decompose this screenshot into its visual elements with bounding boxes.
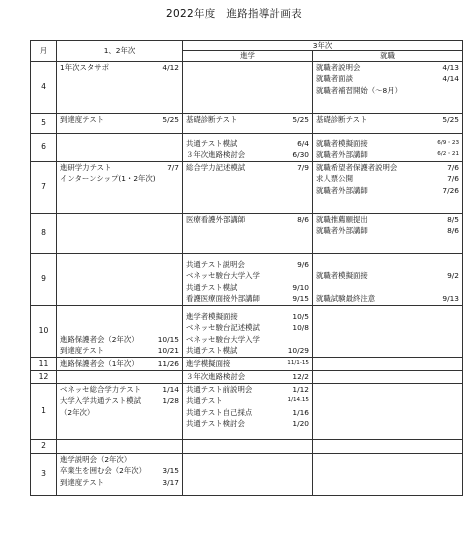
entry-label: 就職推薦願提出: [316, 214, 368, 224]
year12-cell: [57, 61, 183, 113]
entry: [183, 162, 312, 174]
entry-date: 10/21: [157, 346, 179, 356]
entry-label: 就職者外部講師: [316, 150, 368, 160]
shushoku-cell: [313, 213, 463, 253]
entry-date: 1/14.15: [287, 397, 309, 404]
entry-date: 1/14: [162, 384, 179, 394]
entry: [313, 138, 462, 150]
entry: [313, 185, 462, 197]
entry: [183, 311, 312, 323]
entry-label: 総合学力記述模試: [186, 162, 246, 172]
shushoku-cell: [313, 357, 463, 370]
entry: [183, 358, 312, 370]
entry: [183, 259, 312, 271]
header-year12: 1、2年次: [57, 41, 183, 62]
entry: [183, 138, 312, 150]
entry-date: 6/4: [297, 138, 309, 148]
month-cell: 6: [31, 133, 57, 161]
month-row: [31, 357, 463, 370]
year12-cell: [57, 453, 183, 495]
shingaku-cell: [183, 213, 313, 253]
entry-label: 大学入学共通テスト模試: [60, 396, 142, 406]
entry-date: 4/14: [442, 74, 460, 84]
entry-label: 看護医療面接外部講師: [186, 294, 260, 304]
entry: [57, 345, 182, 357]
entry-label: 進路保護者会（1年次）: [60, 358, 139, 368]
entry-label: 卒業生を囲む会（2年次）: [60, 466, 147, 476]
entry-date: 7/6: [447, 162, 460, 172]
shingaku-cell: [183, 113, 313, 133]
year12-cell: [57, 305, 183, 357]
header-shingaku: 進学: [183, 51, 313, 61]
entry-date: 1/12: [292, 384, 309, 394]
header-year3: 3年次: [183, 41, 463, 51]
year12-cell: [57, 133, 183, 161]
entry-label: ３年次進路検討会: [186, 371, 246, 381]
entry-label: 就職者模擬面接: [316, 138, 368, 148]
shingaku-cell: [183, 305, 313, 357]
entry: [57, 395, 182, 407]
month-cell: 11: [31, 357, 57, 370]
shingaku-cell: [183, 453, 313, 495]
shushoku-cell: [313, 439, 463, 453]
entry: [313, 162, 462, 174]
entry-date: 10/29: [287, 346, 309, 356]
entry-label: 共通テスト模試: [186, 138, 238, 148]
entry: [313, 62, 462, 74]
entry-date: 9/13: [442, 294, 460, 304]
entry: [57, 162, 182, 174]
month-row: [31, 113, 463, 133]
entry-date: 9/15: [292, 294, 309, 304]
entry: [183, 384, 312, 396]
entry-label: 進学者模擬面接: [186, 311, 238, 321]
entry-label: 共通テスト: [186, 396, 223, 406]
entry-label: ３年次進路検討会: [186, 150, 246, 160]
entry-date: 4/13: [442, 62, 460, 72]
month-row: [31, 213, 463, 253]
entry-label: インターンシップ(1・2年次): [60, 174, 156, 184]
entry: [183, 407, 312, 419]
entry-label: 共通テスト前説明会: [186, 384, 253, 394]
shushoku-cell: [313, 161, 463, 213]
year12-cell: [57, 113, 183, 133]
entry-label: 基礎診断テスト: [316, 114, 368, 124]
entry-label: 求人票公開: [316, 174, 353, 184]
entry-label: 共通テスト説明会: [186, 259, 245, 269]
entry: [57, 465, 182, 477]
entry-date: 1/28: [162, 396, 179, 406]
month-cell: 1: [31, 383, 57, 439]
entry: [183, 371, 312, 383]
entry: [183, 418, 312, 430]
shingaku-cell: [183, 133, 313, 161]
entry-date: 10/15: [157, 334, 179, 344]
entry-label: 進路保護者会（2年次）: [60, 334, 139, 344]
entry-date: 1/16: [292, 407, 309, 417]
month-row: [31, 61, 463, 113]
month-cell: 9: [31, 253, 57, 305]
header-month: 月: [31, 41, 57, 62]
entry-date: 11/1-15: [287, 359, 309, 366]
entry-date: 10/8: [292, 323, 309, 333]
entry-label: 医療看護外部講師: [186, 214, 246, 224]
entry-label: 就職試験最終注意: [316, 294, 376, 304]
shushoku-cell: [313, 133, 463, 161]
entry: [313, 225, 462, 237]
entry-label: ベネッセ駿台大学入学: [186, 334, 260, 344]
month-cell: 5: [31, 113, 57, 133]
entry: [183, 282, 312, 294]
entry-date: 7/7: [167, 162, 179, 172]
entry-label: （2年次）: [60, 407, 95, 417]
shushoku-cell: [313, 383, 463, 439]
month-row: [31, 305, 463, 357]
shingaku-cell: [183, 357, 313, 370]
shingaku-cell: [183, 161, 313, 213]
shingaku-cell: [183, 61, 313, 113]
entry-label: 基礎診断テスト: [186, 114, 238, 124]
entry-date: 7/26: [442, 185, 460, 195]
entry-date: 7/6: [447, 174, 460, 184]
entry-date: 6/2・21: [437, 151, 460, 158]
entry: [313, 282, 462, 294]
entry: [313, 149, 462, 161]
year12-cell: [57, 161, 183, 213]
entry: [183, 322, 312, 334]
entry-label: 就職希望者保護者説明会: [316, 162, 398, 172]
entry: [183, 214, 312, 226]
entry-label: 就職者補習開始（～8月）: [316, 85, 403, 95]
year12-cell: [57, 253, 183, 305]
entry-date: 10/5: [292, 311, 309, 321]
shingaku-cell: [183, 253, 313, 305]
entry-label: ベネッセ駿台大学入学: [186, 271, 260, 281]
month-row: [31, 133, 463, 161]
year12-cell: [57, 370, 183, 383]
month-row: [31, 161, 463, 213]
shushoku-cell: [313, 113, 463, 133]
year12-cell: [57, 439, 183, 453]
entry-date: 8/6: [447, 226, 460, 236]
entry-date: 1/20: [292, 419, 309, 429]
entry: [57, 477, 182, 489]
shushoku-cell: [313, 253, 463, 305]
entry: [57, 334, 182, 346]
entry: [183, 270, 312, 282]
month-row: [31, 439, 463, 453]
entry-label: 共通テスト検討会: [186, 419, 245, 429]
entry-label: 到達度テスト: [60, 114, 105, 124]
entry: [57, 173, 182, 185]
entry: [183, 345, 312, 357]
entry: [57, 114, 182, 126]
entry-date: 3/15: [162, 466, 179, 476]
entry-label: 進研学力テスト: [60, 162, 112, 172]
entry: [313, 114, 462, 126]
entry-date: 12/2: [292, 371, 309, 381]
entry-label: 就職者面談: [316, 74, 353, 84]
month-cell: 10: [31, 305, 57, 357]
entry: [57, 62, 182, 74]
entry-label: ベネッセ総合学力テスト: [60, 384, 142, 394]
entry: [313, 173, 462, 185]
entry-label: 到達度テスト: [60, 477, 105, 487]
entry-date: 6/30: [292, 150, 309, 160]
entry-label: 就職者模擬面接: [316, 271, 368, 281]
entry-label: 共通テスト自己採点: [186, 407, 253, 417]
entry-date: 9/10: [292, 282, 309, 292]
shingaku-cell: [183, 370, 313, 383]
entry-date: 11/26: [157, 358, 179, 368]
entry: [57, 358, 182, 370]
entry: [183, 149, 312, 161]
month-cell: 12: [31, 370, 57, 383]
entry-date: 9/2: [447, 271, 460, 281]
entry: [313, 293, 462, 305]
shingaku-cell: [183, 383, 313, 439]
entry-date: 9/6: [297, 259, 309, 269]
entry-label: 1年次スタサポ: [60, 62, 110, 72]
entry-label: 到達度テスト: [60, 346, 105, 356]
entry: [183, 395, 312, 407]
entry: [313, 214, 462, 226]
entry: [57, 407, 182, 419]
entry-label: ベネッセ駿台記述模試: [186, 323, 260, 333]
entry-date: 7/9: [297, 162, 309, 172]
entry-date: 3/17: [162, 477, 179, 487]
shushoku-cell: [313, 305, 463, 357]
year12-cell: [57, 383, 183, 439]
entry-label: 就職者外部講師: [316, 226, 368, 236]
year12-cell: [57, 357, 183, 370]
plan-table: [30, 40, 463, 496]
page-title: 2022年度 進路指導計画表: [166, 8, 302, 20]
shushoku-cell: [313, 453, 463, 495]
month-cell: 2: [31, 439, 57, 453]
month-row: [31, 453, 463, 495]
month-cell: 3: [31, 453, 57, 495]
entry: [183, 334, 312, 346]
entry: [313, 270, 462, 282]
month-cell: 7: [31, 161, 57, 213]
entry-date: 8/5: [447, 214, 460, 224]
entry-label: 就職者外部講師: [316, 185, 368, 195]
entry-date: 5/25: [292, 114, 309, 124]
month-row: [31, 383, 463, 439]
entry: [57, 454, 182, 466]
entry: [183, 293, 312, 305]
entry: [313, 85, 462, 97]
header-shushoku: 就職: [313, 51, 463, 61]
shushoku-cell: [313, 61, 463, 113]
shingaku-cell: [183, 439, 313, 453]
entry-date: 4/12: [162, 62, 179, 72]
entry-label: 進学説明会（2年次）: [60, 454, 132, 464]
month-cell: 4: [31, 61, 57, 113]
entry-label: 共通テスト模試: [186, 346, 238, 356]
entry-date: 5/25: [162, 114, 179, 124]
year12-cell: [57, 213, 183, 253]
shushoku-cell: [313, 370, 463, 383]
entry-label: 進学模擬面接: [186, 358, 231, 368]
entry-date: 5/25: [442, 114, 460, 124]
entry-date: 8/6: [297, 214, 309, 224]
entry-label: 共通テスト模試: [186, 282, 238, 292]
entry-date: 6/9・23: [437, 139, 460, 146]
entry-label: 就職者説明会: [316, 62, 361, 72]
month-row: [31, 253, 463, 305]
month-row: [31, 370, 463, 383]
entry: [183, 114, 312, 126]
entry: [313, 73, 462, 85]
month-cell: 8: [31, 213, 57, 253]
entry: [57, 384, 182, 396]
